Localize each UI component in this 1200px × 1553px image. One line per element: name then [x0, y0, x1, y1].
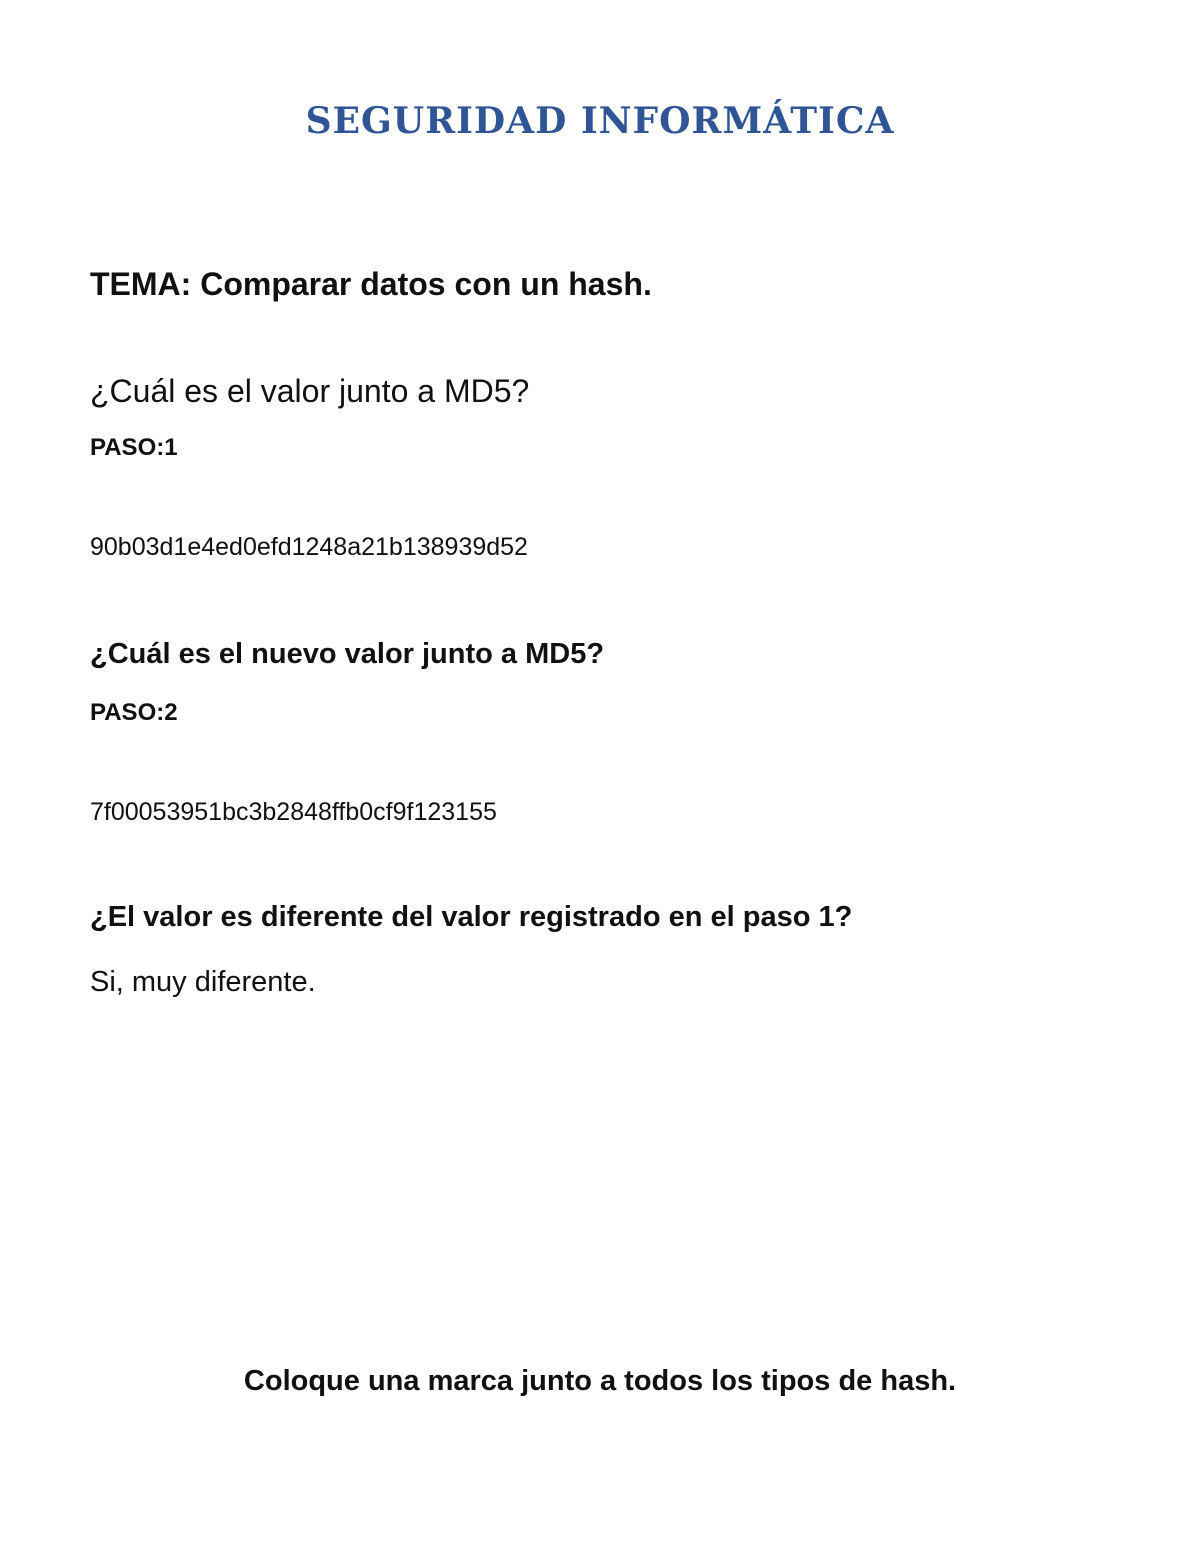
step-1-label: PASO:1 [90, 434, 178, 461]
topic-text: Comparar datos con un hash. [200, 266, 652, 302]
topic-label: TEMA: [90, 266, 192, 302]
page-title: SEGURIDAD INFORMÁTICA [305, 100, 895, 142]
question-3: ¿El valor es diferente del valor registrado en el paso 1? [90, 901, 853, 933]
question-2: ¿Cuál es el nuevo valor junto a MD5? [90, 638, 605, 670]
step-2-label: PASO:2 [90, 699, 178, 726]
answer-3: Si, muy diferente. [90, 966, 316, 998]
hash-value-2: 7f00053951bc3b2848ffb0cf9f123155 [90, 798, 497, 826]
hash-value-1: 90b03d1e4ed0efd1248a21b138939d52 [90, 533, 528, 561]
question-1: ¿Cuál es el valor junto a MD5? [90, 373, 530, 409]
topic-line [90, 266, 652, 303]
footer-instruction: Coloque una marca junto a todos los tipos de hash. [243, 1365, 957, 1397]
